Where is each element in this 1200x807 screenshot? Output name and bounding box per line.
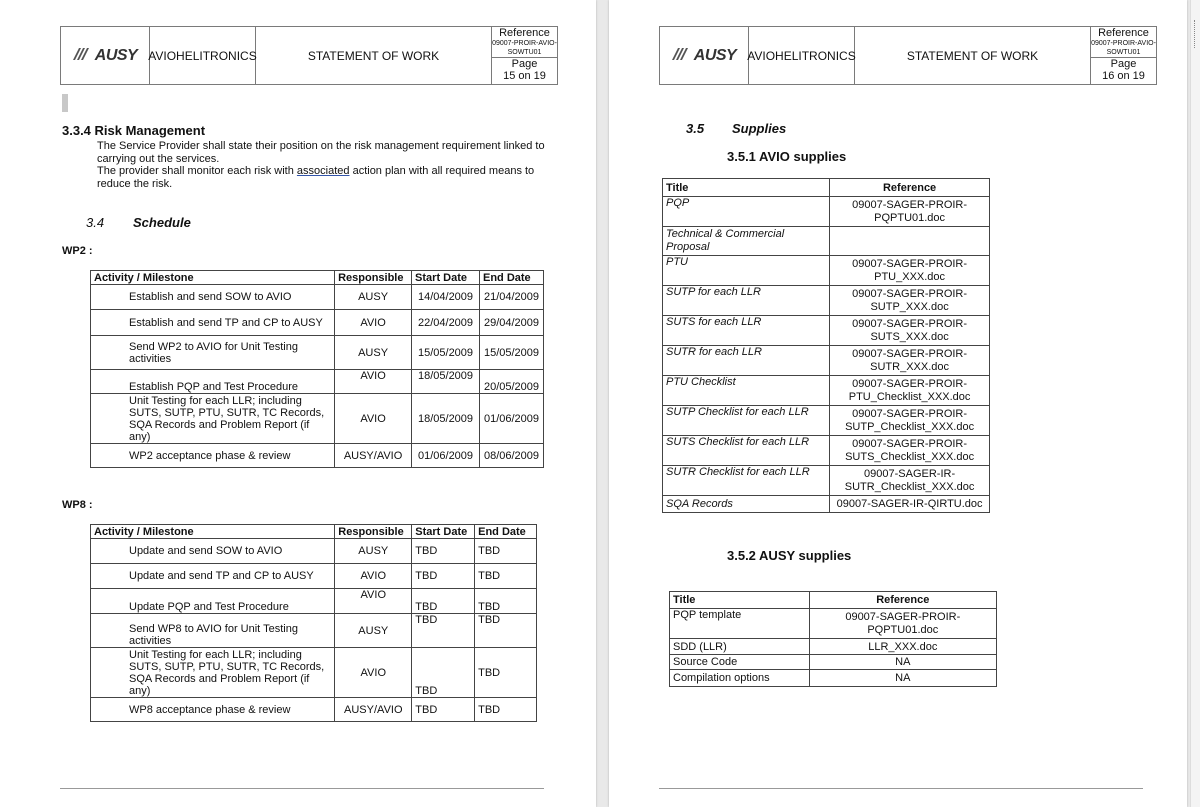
start-cell: 14/04/2009 [412, 285, 480, 310]
responsible-cell: AVIO [335, 370, 412, 394]
associated-link[interactable]: associated [296, 165, 350, 177]
title-cell: SUTP Checklist for each LLR [663, 406, 830, 436]
activity-cell: Update and send SOW to AVIO [91, 539, 335, 564]
start-cell: TBD [412, 539, 475, 564]
avio-supplies-table [662, 178, 990, 513]
change-bar [62, 94, 68, 112]
start-cell: TBD [412, 564, 475, 589]
responsible-cell: AUSY [335, 614, 412, 648]
table-header-row [91, 271, 544, 285]
supplies-title: Supplies [732, 121, 787, 136]
title-cell: SUTR for each LLR [663, 346, 830, 376]
responsible-cell: AUSY [335, 336, 412, 370]
table-row [670, 655, 997, 670]
ref-label: Reference [1098, 27, 1149, 39]
table-header-row [91, 525, 537, 539]
activity-cell: Send WP2 to AVIO for Unit Testing activities [91, 336, 335, 370]
col-header: End Date [480, 271, 544, 285]
ref-code: 09007-PROIR-AVIO-SOWTU01 [1091, 40, 1156, 56]
wp8-table [90, 524, 537, 722]
title-cell: SUTS for each LLR [663, 316, 830, 346]
start-cell: 01/06/2009 [412, 444, 480, 468]
col-header: Responsible [335, 525, 412, 539]
table-row [91, 698, 537, 722]
logo-text: AUSY [94, 46, 138, 64]
avio-supplies-heading: 3.5.1 AVIO supplies [727, 149, 847, 164]
logo [61, 27, 150, 84]
title-cell: Compilation options [670, 670, 810, 687]
title-cell: SDD (LLR) [670, 639, 810, 655]
supplies-number: 3.5 [686, 121, 705, 136]
table-row [670, 639, 997, 655]
company-name: AVIOHELITRONICS [749, 27, 855, 84]
activity-cell: Send WP8 to AVIO for Unit Testing activities [91, 614, 335, 648]
start-cell: 15/05/2009 [412, 336, 480, 370]
reference-cell: 09007-SAGER-IR-SUTR_Checklist_XXX.doc [830, 466, 990, 496]
start-cell: TBD [412, 698, 475, 722]
risk-heading: 3.3.4 Risk Management [62, 123, 206, 138]
col-header: Activity / Milestone [91, 271, 335, 285]
table-row [663, 436, 990, 466]
table-row [663, 466, 990, 496]
ref-block [1091, 27, 1156, 84]
ausy-logo-icon [73, 48, 93, 60]
activity-cell: Unit Testing for each LLR; including SUTS, SUTP, PTU, SUTR, TC Records, SQA Records and Problem Report (if any) [91, 394, 335, 444]
table-row [670, 609, 997, 639]
document-page-16 [609, 0, 1187, 807]
risk-paragraph [97, 140, 557, 190]
end-cell: 15/05/2009 [480, 336, 544, 370]
title-cell: PTU [663, 256, 830, 286]
col-header: Start Date [412, 271, 480, 285]
end-cell: TBD [475, 698, 537, 722]
activity-cell: Establish and send SOW to AVIO [91, 285, 335, 310]
title-cell: SUTS Checklist for each LLR [663, 436, 830, 466]
reference-cell: 09007-SAGER-IR-QIRTU.doc [830, 496, 990, 513]
table-row [91, 370, 544, 394]
table-row [663, 376, 990, 406]
schedule-number: 3.4 [86, 215, 105, 230]
reference-cell: 09007-SAGER-PROIR-PQPTU01.doc [830, 197, 990, 227]
title-cell: Technical & Commercial Proposal [663, 227, 830, 256]
table-row [91, 310, 544, 336]
end-cell: TBD [475, 539, 537, 564]
end-cell: 20/05/2009 [480, 370, 544, 394]
start-cell: TBD [412, 648, 475, 698]
responsible-cell: AUSY [335, 285, 412, 310]
reference-cell: 09007-SAGER-PROIR-SUTP_Checklist_XXX.doc [830, 406, 990, 436]
end-cell: TBD [475, 648, 537, 698]
table-header-row [670, 592, 997, 609]
end-cell: 29/04/2009 [480, 310, 544, 336]
title-cell: SQA Records [663, 496, 830, 513]
table-row [91, 285, 544, 310]
end-cell: 21/04/2009 [480, 285, 544, 310]
page-number: 15 on 19 [503, 70, 546, 82]
wp2-label: WP2 : [62, 245, 93, 257]
table-row [91, 539, 537, 564]
page-label: Page [511, 58, 538, 70]
end-cell: TBD [475, 614, 537, 648]
col-header: Title [670, 592, 810, 609]
start-cell: TBD [412, 614, 475, 648]
table-row [91, 394, 544, 444]
end-cell: TBD [475, 564, 537, 589]
end-cell: 01/06/2009 [480, 394, 544, 444]
ausy-supplies-table [669, 591, 997, 687]
risk-line: carrying out the services. [97, 152, 220, 165]
responsible-cell: AVIO [335, 564, 412, 589]
table-row [663, 286, 990, 316]
logo [660, 27, 749, 84]
ref-code: 09007-PROIR-AVIO-SOWTU01 [492, 40, 557, 56]
ausy-supplies-heading: 3.5.2 AUSY supplies [727, 548, 852, 563]
start-cell: 18/05/2009 [412, 370, 480, 394]
end-cell: 08/06/2009 [480, 444, 544, 468]
activity-cell: Update PQP and Test Procedure [91, 589, 335, 614]
scrollbar[interactable] [1190, 0, 1200, 807]
reference-cell: 09007-SAGER-PROIR-SUTP_XXX.doc [830, 286, 990, 316]
start-cell: TBD [412, 589, 475, 614]
page-footer-line [60, 788, 544, 789]
title-cell: Source Code [670, 655, 810, 670]
table-row [91, 589, 537, 614]
ref-block [492, 27, 557, 84]
table-row [91, 444, 544, 468]
activity-cell: Update and send TP and CP to AUSY [91, 564, 335, 589]
col-header: Responsible [335, 271, 412, 285]
reference-cell: NA [809, 655, 996, 670]
col-header: Start Date [412, 525, 475, 539]
table-row [91, 336, 544, 370]
title-cell: PQP [663, 197, 830, 227]
ref-label: Reference [499, 27, 550, 39]
title-cell: PTU Checklist [663, 376, 830, 406]
risk-line: reduce the risk. [97, 177, 173, 190]
logo-text: AUSY [693, 46, 737, 64]
responsible-cell: AVIO [335, 394, 412, 444]
reference-cell [830, 227, 990, 256]
col-header: Reference [830, 179, 990, 197]
reference-cell: 09007-SAGER-PROIR-PTU_Checklist_XXX.doc [830, 376, 990, 406]
activity-cell: Establish PQP and Test Procedure [91, 370, 335, 394]
schedule-title: Schedule [133, 215, 191, 230]
col-header: Activity / Milestone [91, 525, 335, 539]
risk-line: The Service Provider shall state their position on the risk management requirement linked to [97, 140, 545, 152]
doc-title: STATEMENT OF WORK [256, 27, 492, 84]
start-cell: 22/04/2009 [412, 310, 480, 336]
table-row [91, 614, 537, 648]
responsible-cell: AVIO [335, 589, 412, 614]
page-number: 16 on 19 [1102, 70, 1145, 82]
responsible-cell: AUSY/AVIO [335, 444, 412, 468]
doc-title: STATEMENT OF WORK [855, 27, 1091, 84]
responsible-cell: AVIO [335, 648, 412, 698]
col-header: Reference [809, 592, 996, 609]
reference-cell: LLR_XXX.doc [809, 639, 996, 655]
table-row [91, 648, 537, 698]
reference-cell: 09007-SAGER-PROIR-SUTR_XXX.doc [830, 346, 990, 376]
table-row [670, 670, 997, 687]
table-row [663, 406, 990, 436]
responsible-cell: AUSY/AVIO [335, 698, 412, 722]
table-header-row [663, 179, 990, 197]
col-header: Title [663, 179, 830, 197]
table-row [91, 564, 537, 589]
reference-cell: NA [809, 670, 996, 687]
reference-cell: 09007-SAGER-PROIR-SUTS_Checklist_XXX.doc [830, 436, 990, 466]
table-row [663, 316, 990, 346]
col-header: End Date [475, 525, 537, 539]
table-row [663, 197, 990, 227]
table-row [663, 346, 990, 376]
activity-cell: WP2 acceptance phase & review [91, 444, 335, 468]
reference-cell: 09007-SAGER-PROIR-PQPTU01.doc [809, 609, 996, 639]
start-cell: 18/05/2009 [412, 394, 480, 444]
company-name: AVIOHELITRONICS [150, 27, 256, 84]
end-cell: TBD [475, 589, 537, 614]
wp2-table [90, 270, 544, 468]
activity-cell: Unit Testing for each LLR; including SUTS, SUTP, PTU, SUTR, TC Records, SQA Records and Problem Report (if any) [91, 648, 335, 698]
ausy-logo-icon [672, 48, 692, 60]
responsible-cell: AVIO [335, 310, 412, 336]
activity-cell: WP8 acceptance phase & review [91, 698, 335, 722]
page-label: Page [1110, 58, 1137, 70]
table-row [663, 496, 990, 513]
page-header [659, 26, 1157, 85]
activity-cell: Establish and send TP and CP to AUSY [91, 310, 335, 336]
title-cell: PQP template [670, 609, 810, 639]
title-cell: SUTP for each LLR [663, 286, 830, 316]
page-footer-line [659, 788, 1143, 789]
reference-cell: 09007-SAGER-PROIR-SUTS_XXX.doc [830, 316, 990, 346]
table-row [663, 256, 990, 286]
page-header [60, 26, 558, 85]
wp8-label: WP8 : [62, 499, 93, 511]
responsible-cell: AUSY [335, 539, 412, 564]
table-row [663, 227, 990, 256]
scrollbar-grip[interactable] [1194, 20, 1197, 48]
reference-cell: 09007-SAGER-PROIR-PTU_XXX.doc [830, 256, 990, 286]
document-page-15 [0, 0, 596, 807]
title-cell: SUTR Checklist for each LLR [663, 466, 830, 496]
risk-line: The provider shall monitor each risk with associated action plan with all required means to [97, 165, 535, 177]
